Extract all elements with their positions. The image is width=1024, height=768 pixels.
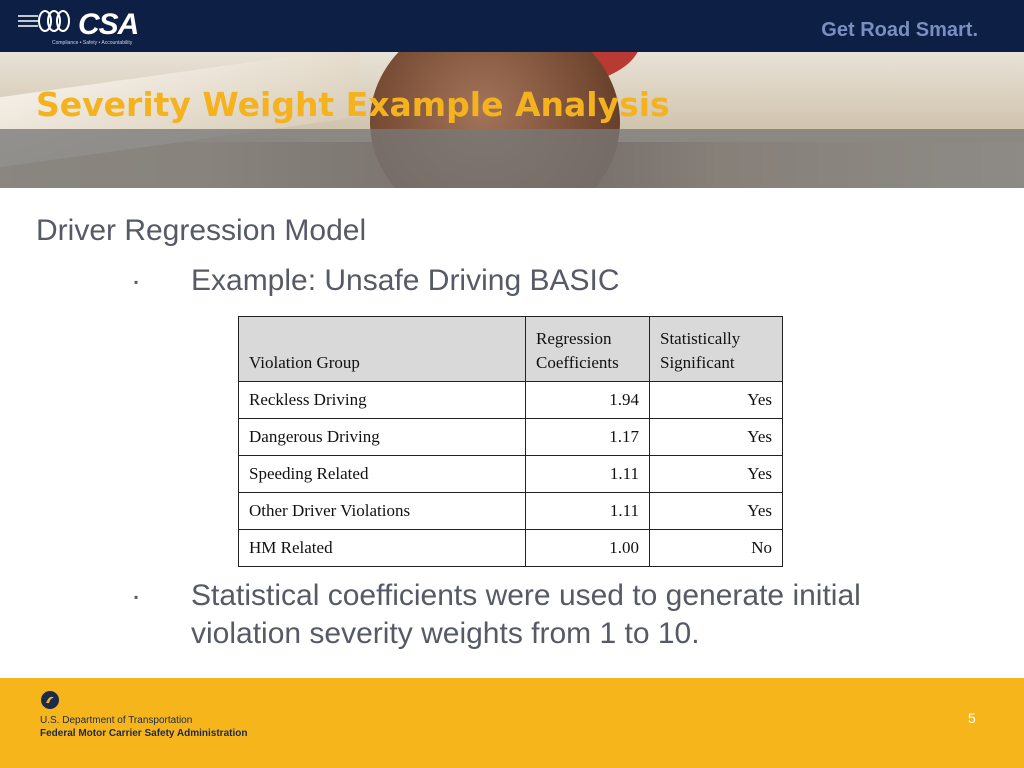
- bullet-marker: ▪: [134, 275, 139, 289]
- violation-group-cell: HM Related: [239, 530, 526, 567]
- table-row: [239, 382, 783, 419]
- coefficient-cell: 1.94: [526, 382, 650, 419]
- table-header-row: [239, 317, 783, 382]
- dot-emblem-icon: [40, 690, 60, 710]
- violation-group-cell: Speeding Related: [239, 456, 526, 493]
- table-header-cell: Regression Coefficients: [526, 317, 650, 382]
- bullet-marker: ▪: [134, 590, 139, 604]
- bullet-item: Statistical coefficients were used to generate initial violation severity weights from 1 to 10.: [191, 579, 861, 650]
- logo-tagline: Compliance • Safety • Accountability: [52, 40, 133, 46]
- top-header-bar: [0, 0, 1024, 52]
- table-row: [239, 530, 783, 567]
- violation-group-cell: Other Driver Violations: [239, 493, 526, 530]
- bullet-item: Example: Unsafe Driving BASIC: [191, 264, 620, 297]
- page-number: 5: [968, 710, 976, 726]
- slide-title: Severity Weight Example Analysis: [36, 85, 670, 124]
- coefficient-cell: 1.11: [526, 493, 650, 530]
- coefficient-cell: 1.17: [526, 419, 650, 456]
- significance-cell: Yes: [650, 456, 783, 493]
- coefficient-cell: 1.11: [526, 456, 650, 493]
- coefficient-cell: 1.00: [526, 530, 650, 567]
- violation-table: [238, 316, 783, 567]
- violation-group-cell: Reckless Driving: [239, 382, 526, 419]
- logo-wordmark: CSA: [78, 8, 139, 41]
- table-row: [239, 493, 783, 530]
- significance-cell: No: [650, 530, 783, 567]
- header-tagline: Get Road Smart.: [821, 19, 978, 41]
- table-header-cell: Violation Group: [239, 317, 526, 382]
- significance-cell: Yes: [650, 382, 783, 419]
- title-strip: [0, 129, 1024, 188]
- significance-cell: Yes: [650, 419, 783, 456]
- violation-group-cell: Dangerous Driving: [239, 419, 526, 456]
- table-header-cell: Statistically Significant: [650, 317, 783, 382]
- footer-agency-name: Federal Motor Carrier Safety Administration: [40, 728, 248, 739]
- csa-swoosh-icon: [18, 8, 78, 38]
- csa-logo: [18, 8, 158, 48]
- section-heading: Driver Regression Model: [36, 214, 367, 247]
- significance-cell: Yes: [650, 493, 783, 530]
- footer-org-name: U.S. Department of Transportation: [40, 715, 193, 726]
- table-row: [239, 456, 783, 493]
- table-row: [239, 419, 783, 456]
